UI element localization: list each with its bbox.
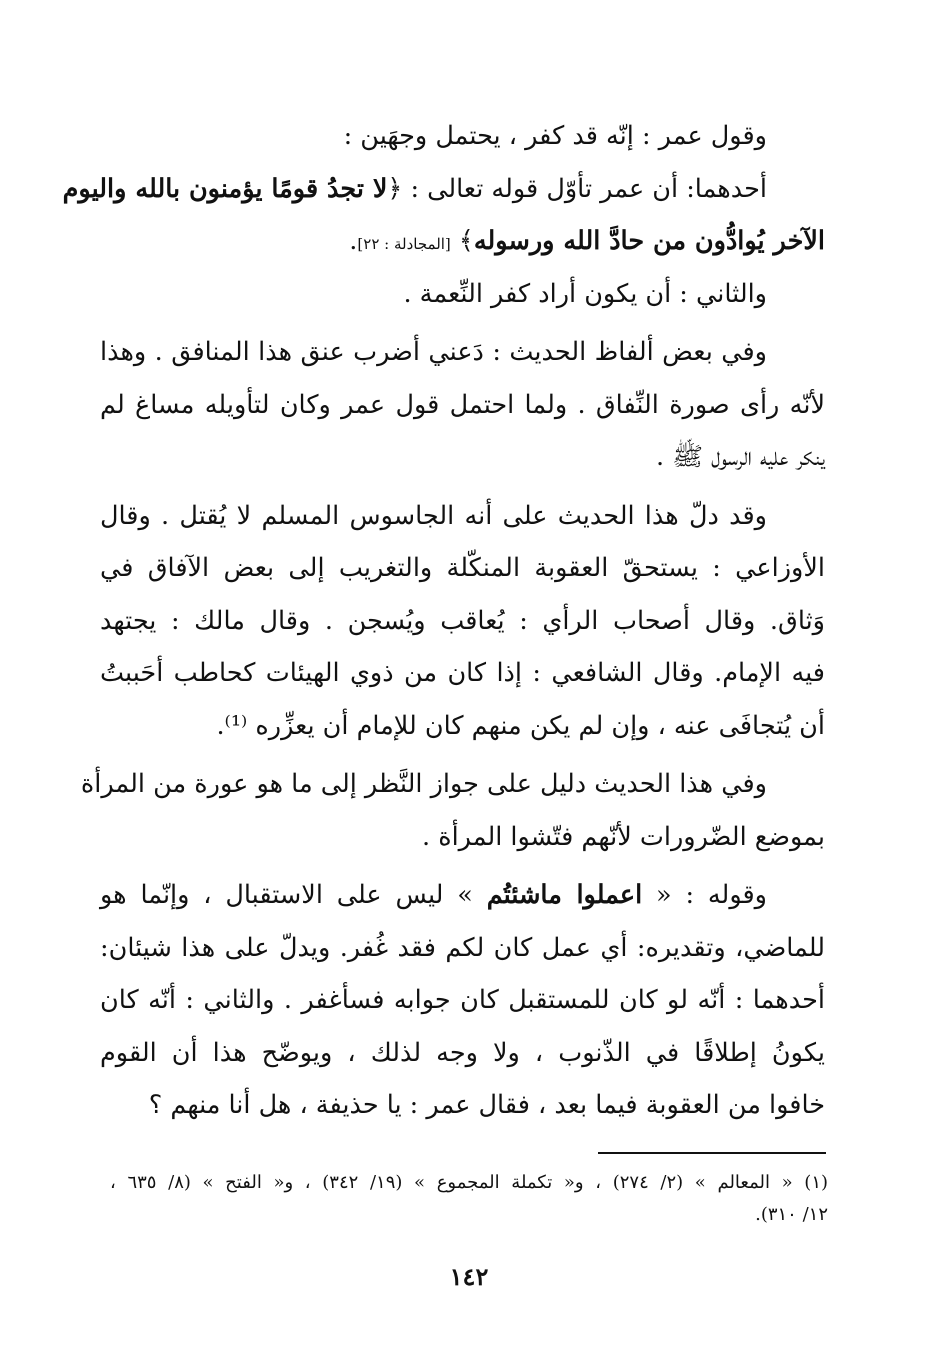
quran-verse: لا تجدُ قومًا يؤمنون بالله واليوم <box>62 173 388 204</box>
body-text: . <box>349 226 358 256</box>
body-line: وفي بعض ألفاظ الحديث : دَعني أضرب عنق هذا المنافق . وهذا <box>100 337 767 367</box>
verse-bracket: ﴾ <box>458 226 474 256</box>
body-line: بموضع الضّرورات لأنّهم فتّشوا المرأة . <box>422 821 825 852</box>
body-text: » ليس على الاستقبال ، وإنّما هو <box>100 880 473 910</box>
footnote-line: ١٢/ ٣١٠). <box>755 1204 828 1225</box>
body-line: والثاني : أن يكون أراد كفر النِّعمة . <box>403 278 767 309</box>
body-line: وفي هذا الحديث دليل على جواز النَّظر إلى ما هو عورة من المرأة <box>80 769 767 799</box>
body-line: لأنّه رأى صورة النِّفاق . ولما احتمل قول عمر وكان لتأويله مساغ لم <box>100 389 825 420</box>
body-line: أن يُتجافَى عنه ، وإن لم يكن منهم كان للإمام أن يعزِّره ⁽¹⁾. <box>216 710 825 741</box>
hadith-quote: اعملوا ماشئتُم <box>486 880 643 910</box>
body-line: يكونُ إطلاقًا في الذّنوب ، ولا وجه لذلك ، ويوضّح هذا أن القوم <box>100 1037 825 1068</box>
body-text: وقوله : « <box>656 880 767 910</box>
quran-verse: الآخر يُوادُّون من حادَّ الله ورسوله <box>473 226 825 256</box>
verse-citation: [المجادلة : ٢٢] <box>357 235 451 253</box>
footnote <box>110 1167 828 1231</box>
body-line <box>100 215 825 268</box>
body-line: ينكر عليه الرسول ﷺ . <box>656 442 825 472</box>
body-line: فيه الإمام. وقال الشافعي : إذا كان من ذوي الهيئات كحاطب أحَببتُ <box>100 658 825 688</box>
body-line: وقد دلّ هذا الحديث على أنه الجاسوس المسلم لا يُقتل . وقال <box>100 500 767 531</box>
body-line: أحدهما : أنّه لو كان للمستقبل كان جوابه فسأغفر . والثاني : أنّه كان <box>100 985 825 1015</box>
body-line <box>100 869 825 922</box>
body-line: الأوزاعي : يستحقّ العقوبة المنكّلة والتغريب إلى بعض الآفاق في <box>100 553 825 583</box>
body-text: أحدهما: أن عمر تأوّل قوله تعالى : ﴿ <box>387 173 767 204</box>
page-body <box>62 110 825 1132</box>
body-line: للماضي، وتقديره: أي عمل كان لكم فقد غُفر. ويدلّ على هذا شيئان: <box>100 932 825 963</box>
footnote-separator <box>598 1152 826 1154</box>
page-number: ١٤٢ <box>449 1262 489 1291</box>
body-line: وَثاق. وقال أصحاب الرأي : يُعاقب ويُسجن . وقال مالك : يجتهد <box>100 605 825 636</box>
body-line: خافوا من العقوبة فيما بعد ، فقال عمر : يا حذيفة ، هل أنا منهم ؟ <box>148 1090 825 1120</box>
footnote-line: (١) « المعالم » (٢/ ٢٧٤) ، و« تكملة المجموع » (١٩/ ٣٤٢) ، و« الفتح » (٨/ ٦٣٥ ، <box>110 1172 829 1193</box>
body-line: وقول عمر : إنّه قد كفر ، يحتمل وجهَين : <box>343 121 767 151</box>
body-line <box>62 163 825 216</box>
